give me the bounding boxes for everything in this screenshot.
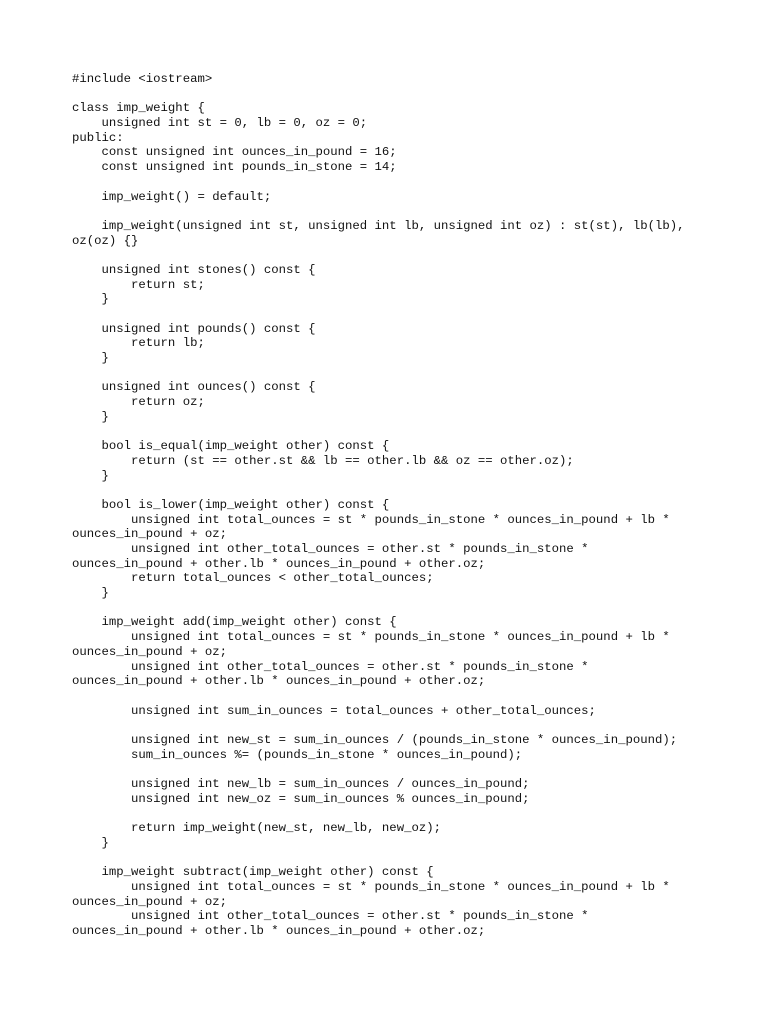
code-line: ounces_in_pound + oz; bbox=[72, 527, 227, 542]
code-line: return (st == other.st && lb == other.lb && oz == other.oz); bbox=[72, 453, 574, 468]
code-line: return st; bbox=[72, 277, 205, 292]
code-line: } bbox=[72, 835, 109, 850]
code-line: unsigned int stones() const { bbox=[72, 262, 316, 277]
code-line: return imp_weight(new_st, new_lb, new_oz); bbox=[72, 821, 441, 836]
code-line: sum_in_ounces %= (pounds_in_stone * ounces_in_pound); bbox=[72, 747, 523, 762]
code-line: } bbox=[72, 586, 109, 601]
code-line bbox=[72, 718, 712, 733]
code-line bbox=[72, 204, 712, 219]
code-line: } bbox=[72, 351, 109, 366]
code-line: unsigned int st = 0, lb = 0, oz = 0; bbox=[72, 116, 368, 131]
code-listing bbox=[72, 72, 712, 939]
code-line bbox=[72, 850, 712, 865]
code-line: unsigned int other_total_ounces = other.st * pounds_in_stone * bbox=[72, 909, 589, 924]
code-line: unsigned int new_lb = sum_in_ounces / ounces_in_pound; bbox=[72, 777, 530, 791]
code-line: imp_weight add(imp_weight other) const { bbox=[72, 615, 397, 630]
code-line: return lb; bbox=[72, 336, 205, 351]
code-line: ounces_in_pound + other.lb * ounces_in_pound + other.oz; bbox=[72, 923, 486, 938]
code-line: const unsigned int ounces_in_pound = 16; bbox=[72, 145, 397, 160]
code-line bbox=[72, 248, 712, 263]
code-line: unsigned int other_total_ounces = other.st * pounds_in_stone * bbox=[72, 659, 589, 674]
code-line bbox=[72, 425, 712, 440]
code-line: public: bbox=[72, 130, 124, 145]
code-line: ounces_in_pound + other.lb * ounces_in_pound + other.oz; bbox=[72, 674, 486, 689]
code-line: class imp_weight { bbox=[72, 101, 205, 116]
code-line: bool is_lower(imp_weight other) const { bbox=[72, 497, 390, 512]
code-line: unsigned int new_oz = sum_in_ounces % ounces_in_pound; bbox=[72, 791, 530, 806]
code-line: return oz; bbox=[72, 395, 205, 410]
code-line bbox=[72, 762, 712, 777]
code-line: unsigned int new_st = sum_in_ounces / (pounds_in_stone * ounces_in_pound); bbox=[72, 732, 678, 747]
code-line: } bbox=[72, 468, 109, 483]
code-line: unsigned int ounces() const { bbox=[72, 380, 316, 395]
code-line: imp_weight subtract(imp_weight other) const { bbox=[72, 865, 434, 880]
code-line: } bbox=[72, 292, 109, 307]
code-line: unsigned int total_ounces = st * pounds_in_stone * ounces_in_pound + lb * bbox=[72, 879, 670, 894]
code-line: } bbox=[72, 409, 109, 424]
code-line: ounces_in_pound + other.lb * ounces_in_pound + other.oz; bbox=[72, 556, 486, 571]
code-line bbox=[72, 175, 712, 190]
code-line: unsigned int total_ounces = st * pounds_in_stone * ounces_in_pound + lb * bbox=[72, 512, 670, 527]
code-line bbox=[72, 483, 712, 498]
code-line: unsigned int total_ounces = st * pounds_in_stone * ounces_in_pound + lb * bbox=[72, 630, 670, 645]
code-line: unsigned int other_total_ounces = other.st * pounds_in_stone * bbox=[72, 542, 589, 556]
code-line bbox=[72, 87, 712, 102]
code-line: return total_ounces < other_total_ounces; bbox=[72, 571, 434, 586]
code-line bbox=[72, 601, 712, 616]
code-line: unsigned int sum_in_ounces = total_ounces + other_total_ounces; bbox=[72, 703, 596, 718]
code-line bbox=[72, 689, 712, 704]
code-line: ounces_in_pound + oz; bbox=[72, 644, 227, 659]
code-line: ounces_in_pound + oz; bbox=[72, 894, 227, 909]
code-line: #include <iostream> bbox=[72, 72, 213, 86]
code-line: oz(oz) {} bbox=[72, 233, 139, 248]
code-line bbox=[72, 307, 712, 322]
code-line: imp_weight(unsigned int st, unsigned int lb, unsigned int oz) : st(st), lb(lb), bbox=[72, 218, 685, 233]
code-line bbox=[72, 366, 712, 381]
code-line: const unsigned int pounds_in_stone = 14; bbox=[72, 160, 397, 175]
code-line bbox=[72, 806, 712, 821]
code-line: imp_weight() = default; bbox=[72, 189, 272, 204]
code-line: bool is_equal(imp_weight other) const { bbox=[72, 439, 390, 454]
code-line: unsigned int pounds() const { bbox=[72, 321, 316, 336]
